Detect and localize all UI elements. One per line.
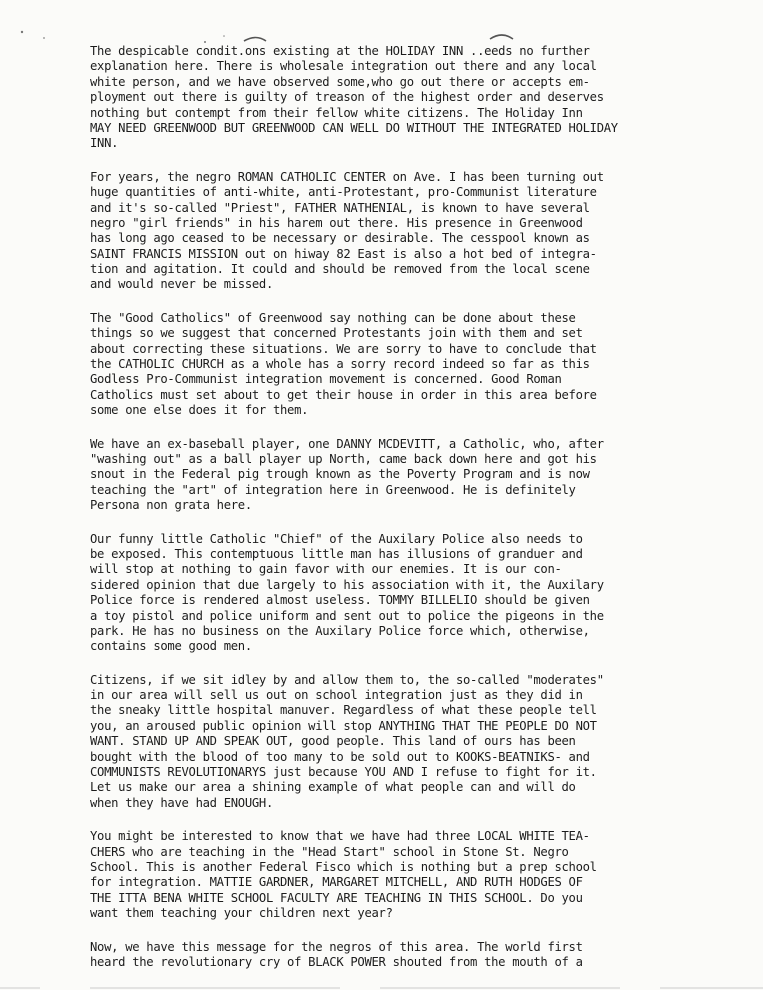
text-line: you, an aroused public opinion will stop ANYTHING THAT THE PEOPLE DO NOT (90, 718, 597, 733)
text-line: tion and agitation. It could and should be removed from the local scene (90, 262, 590, 277)
text-line: Citizens, if we sit idley by and allow them to, the so-called "moderates" (90, 672, 604, 687)
text-line: park. He has no business on the Auxilary Police force which, otherwise, (90, 623, 590, 638)
text-line: huge quantities of anti-white, anti-Protestant, pro-Communist literature (90, 185, 597, 200)
text-line: Persona non grata here. (90, 498, 252, 513)
text-line: and would never be missed. (90, 277, 273, 292)
text-line: want them teaching your children next year? (90, 906, 393, 921)
text-line: the CATHOLIC CHURCH as a whole has a sorry record indeed so far as this (90, 357, 590, 372)
text-line: has long ago ceased to be necessary or desirable. The cesspool known as (90, 231, 590, 246)
text-line: snout in the Federal pig trough known as the Poverty Program and is now (90, 467, 590, 482)
text-line: WANT. STAND UP AND SPEAK OUT, good people. This land of ours has been (90, 734, 576, 749)
text-line: The "Good Catholics" of Greenwood say nothing can be done about these (90, 310, 576, 325)
text-line: Godless Pro-Communist integration movement is concerned. Good Roman (90, 372, 562, 387)
text-line: teaching the "art" of integration here in Greenwood. He is definitely (90, 482, 576, 497)
text-line: in our area will sell us out on school integration just as they did in (90, 688, 583, 703)
text-line: ployment out there is guilty of treason of the highest order and deserves (90, 90, 604, 105)
text-line: We have an ex-baseball player, one DANNY MCDEVITT, a Catholic, who, after (90, 436, 604, 451)
text-line: and it's so-called "Priest", FATHER NATHENIAL, is known to have several (90, 200, 590, 215)
text-line: CHERS who are teaching in the "Head Start" school in Stone St. Negro (90, 844, 569, 859)
text-line: about correcting these situations. We are sorry to have to conclude that (90, 341, 597, 356)
text-line: Let us make our area a shining example of what people can and will do (90, 780, 576, 795)
text-line: Catholics must set about to get their house in order in this area before (90, 387, 597, 402)
text-line: heard the revolutionary cry of BLACK POWER shouted from the mouth of a (90, 954, 583, 969)
paragraph-baseball-player (90, 437, 670, 514)
text-line: Police force is rendered almost useless. TOMMY BILLELIO should be given (90, 593, 590, 608)
text-line: things so we suggest that concerned Protestants join with them and set (90, 326, 583, 341)
text-line: THE ITTA BENA WHITE SCHOOL FACULTY ARE TEACHING IN THIS SCHOOL. Do you (90, 890, 583, 905)
text-line: bought with the blood of too many to be sold out to KOOKS-BEATNIKS- and (90, 749, 590, 764)
text-line: a toy pistol and police uniform and sent out to police the pigeons in the (90, 608, 604, 623)
text-line: COMMUNISTS REVOLUTIONARYS just because YOU AND I refuse to fight for it. (90, 765, 597, 780)
text-line: Our funny little Catholic "Chief" of the Auxilary Police also needs to (90, 531, 583, 546)
letter-body (90, 44, 670, 988)
text-line: contains some good men. (90, 639, 252, 654)
text-line: Now, we have this message for the negros of this area. The world first (90, 939, 583, 954)
paragraph-holiday-inn (90, 44, 670, 152)
text-line: sidered opinion that due largely to his association with it, the Auxilary (90, 577, 604, 592)
text-line: white person, and we have observed some,who go out there or accepts em- (90, 74, 590, 89)
paragraph-citizens (90, 673, 670, 812)
text-line: negro "girl friends" in his harem out there. His presence in Greenwood (90, 215, 583, 230)
text-line: when they have had ENOUGH. (90, 795, 273, 810)
text-line: will stop at nothing to gain favor with our enemies. It is our con- (90, 562, 562, 577)
text-line: be exposed. This contemptuous little man has illusions of granduer and (90, 546, 583, 561)
text-line: some one else does it for them. (90, 403, 309, 418)
text-line: nothing but contempt from their fellow white citizens. The Holiday Inn (90, 105, 583, 120)
text-line: "washing out" as a ball player up North, came back down here and got his (90, 451, 597, 466)
paragraph-head-start (90, 829, 670, 921)
paragraph-message (90, 940, 670, 971)
paragraph-good-catholics (90, 311, 670, 419)
text-line: the sneaky little hospital manuver. Regardless of what these people tell (90, 703, 597, 718)
paragraph-catholic-center (90, 170, 670, 293)
text-line: for integration. MATTIE GARDNER, MARGARET MITCHELL, AND RUTH HODGES OF (90, 875, 583, 890)
text-line: School. This is another Federal Fisco which is nothing but a prep school (90, 859, 597, 874)
text-line: For years, the negro ROMAN CATHOLIC CENTER on Ave. I has been turning out (90, 169, 604, 184)
text-line: You might be interested to know that we have had three LOCAL WHITE TEA- (90, 829, 590, 844)
text-line: INN. (90, 136, 119, 151)
text-line: MAY NEED GREENWOOD BUT GREENWOOD CAN WELL DO WITHOUT THE INTEGRATED HOLIDAY (90, 120, 618, 135)
paragraph-auxilary-police (90, 532, 670, 655)
text-line: SAINT FRANCIS MISSION out on hiway 82 East is also a hot bed of integra- (90, 246, 597, 261)
text-line: The despicable condit.ons existing at the HOLIDAY INN ..eeds no further (90, 44, 590, 58)
text-line: explanation here. There is wholesale integration out there and any local (90, 59, 597, 74)
